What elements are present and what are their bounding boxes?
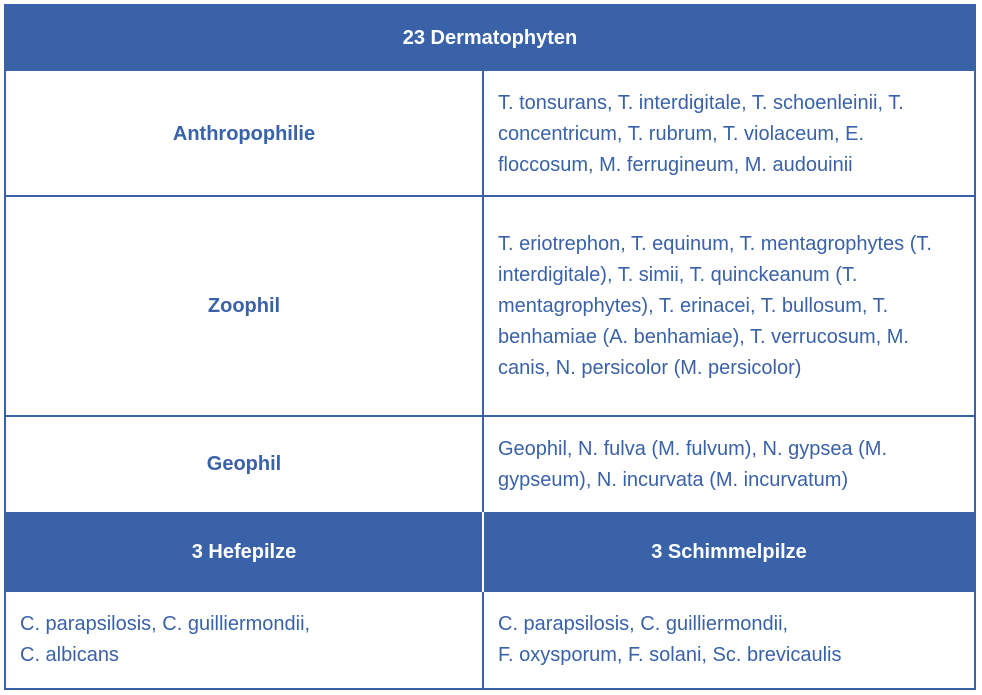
column-divider (482, 71, 484, 512)
hefepilze-line: C. parapsilosis, C. guilliermondii, (20, 613, 311, 635)
row-label-geophil (6, 417, 482, 512)
schimmelpilze-header-text: 3 Schimmelpilze (651, 540, 807, 563)
row-label-zoophil (6, 197, 482, 415)
column-divider (482, 592, 484, 688)
schimmelpilze-header (484, 512, 974, 592)
row-label-text: Geophil (206, 453, 282, 475)
row-label-text: Zoophil (207, 294, 281, 317)
hefepilze-line: C. albicans (20, 644, 119, 666)
row-label-anthropophilie (6, 71, 482, 197)
schimmelpilze-line: F. oxysporum, F. solani, Sc. brevicaulis (498, 644, 842, 666)
header-column-divider (482, 512, 484, 592)
row-species-geophil (484, 417, 974, 512)
row-species-anthropophilie (484, 71, 974, 197)
row-species-zoophil (484, 197, 974, 415)
row-species-text: Geophil, N. fulva (M. fulvum), N. gypsea (M. gypseum), N. incurvata (M. incurvatum) (498, 437, 888, 491)
dermatophyten-header (6, 6, 974, 71)
row-label-text: Anthropophilie (172, 122, 316, 145)
row-species-text: T. tonsurans, T. interdigitale, T. schoenleinii, T. concentricum, T. rubrum, T. violaceum, E. floccosum, M. ferrugineum, M. audouinii (498, 91, 904, 176)
row-species-text: T. eriotrephon, T. equinum, T. mentagrophytes (T. interdigitale), T. simii, T. quinckeanum (T. mentagrophytes), T. erinacei, T. bullosum, T. benhamiae (A. benhamiae), T. verrucosum, M. canis, N. persicolor (M. persicolor) (498, 232, 932, 379)
fungi-table (4, 4, 976, 690)
hefepilze-header-text: 3 Hefepilze (191, 540, 297, 563)
schimmelpilze-line: C. parapsilosis, C. guilliermondii, (498, 613, 789, 635)
hefepilze-header (6, 512, 482, 592)
schimmelpilze-species (484, 592, 974, 688)
hefepilze-species (6, 592, 482, 688)
dermatophyten-header-text: 23 Dermatophyten (402, 27, 578, 49)
